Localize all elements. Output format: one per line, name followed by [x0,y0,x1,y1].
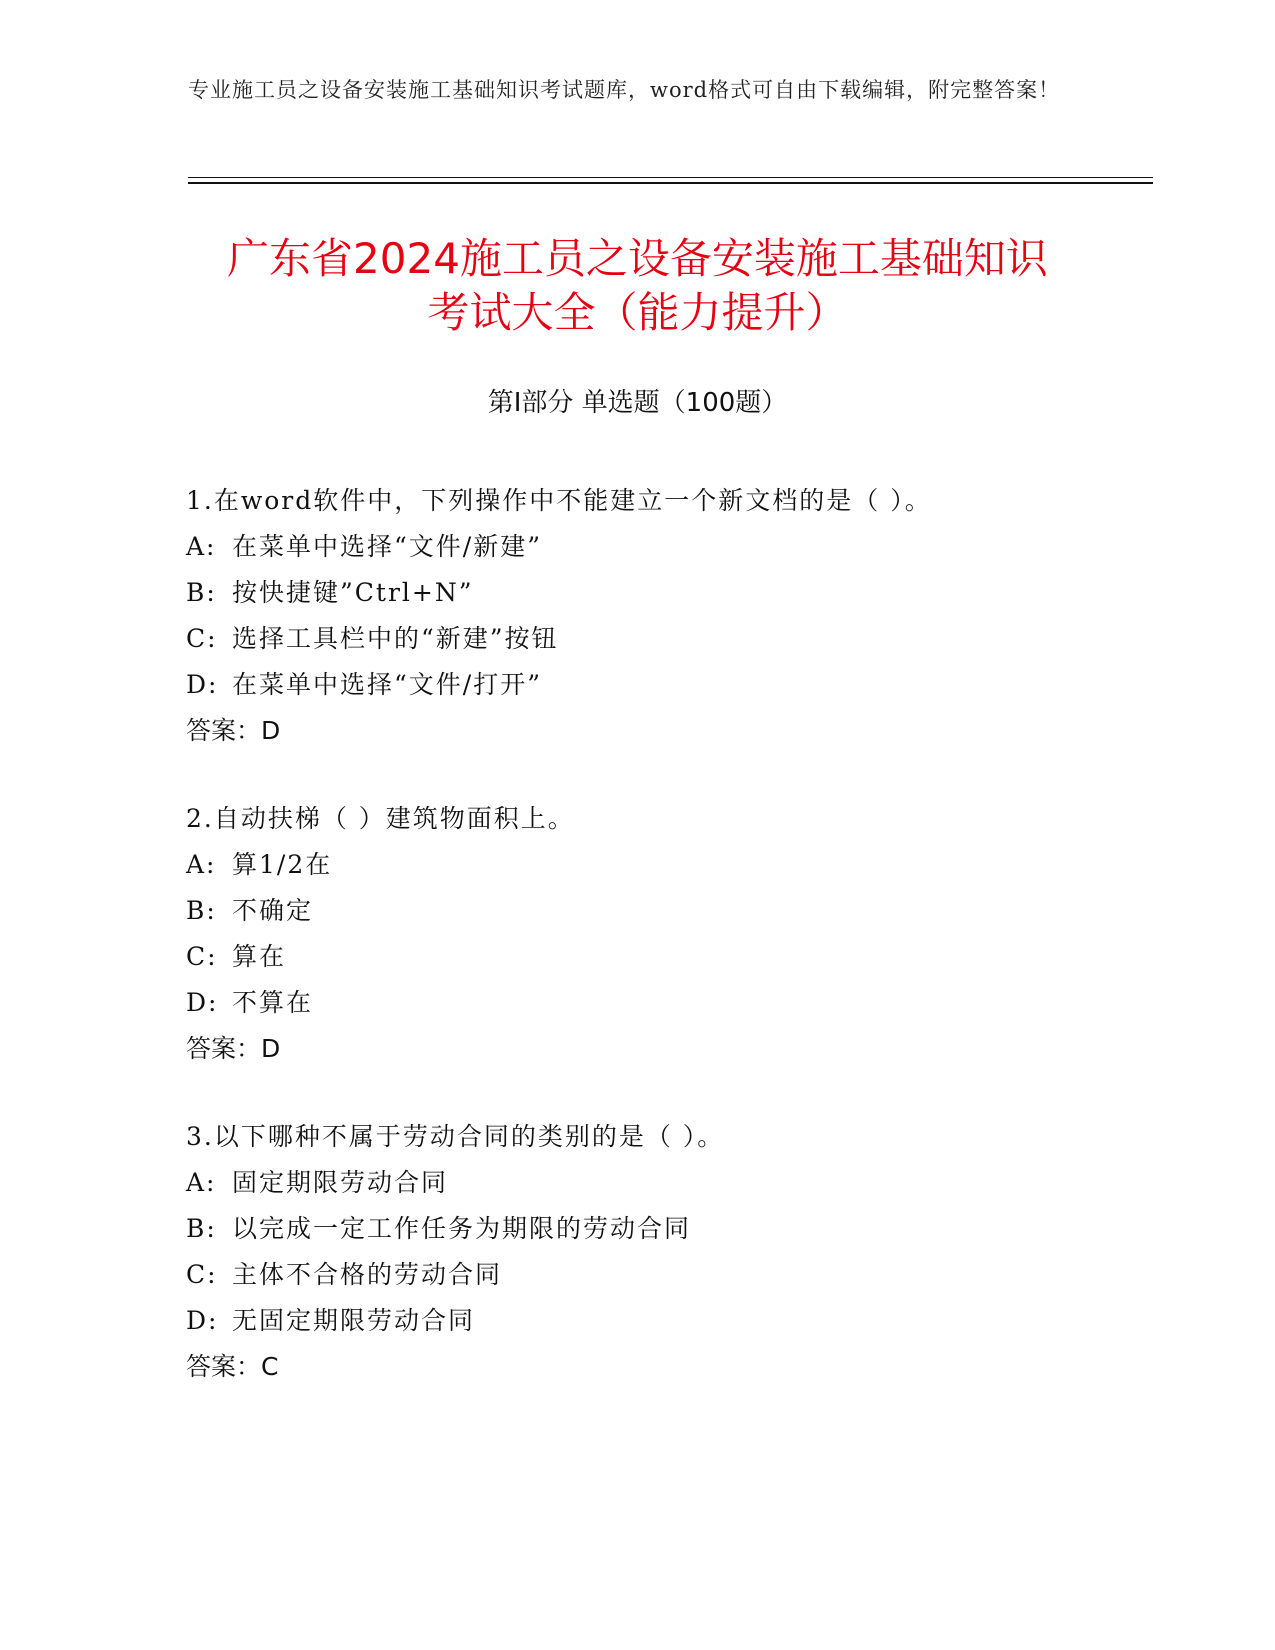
option-b [186,888,1146,934]
option-letter: C: [186,624,218,653]
question-3 [186,1114,1146,1390]
question-1 [186,478,1146,754]
question-2 [186,796,1146,1072]
document-title [150,232,1125,340]
option-c [186,1252,1146,1298]
title-line-2: 考试大全（能力提升） [427,288,848,337]
option-text: 不确定 [232,896,314,925]
option-letter: C: [186,1260,218,1289]
option-d [186,1298,1146,1344]
option-c [186,616,1146,662]
option-a [186,524,1146,570]
answer: 答案：C [186,1352,279,1381]
option-text: 以完成一定工作任务为期限的劳动合同 [232,1214,692,1243]
option-text: 不算在 [232,988,314,1017]
question-list [186,478,1146,1432]
header-divider-thick [188,182,1153,184]
option-text: 主体不合格的劳动合同 [232,1260,503,1289]
question-stem: 3.以下哪种不属于劳动合同的类别的是（ ）。 [186,1122,725,1151]
section-heading: 第Ⅰ部分 单选题（100题） [487,388,788,418]
option-letter: D: [186,1306,219,1335]
option-text: 固定期限劳动合同 [232,1168,449,1197]
header-divider-thin [188,177,1153,178]
option-text: 在菜单中选择“文件/打开” [232,670,542,699]
option-d [186,980,1146,1026]
option-text: 算在 [232,942,287,971]
title-line-1: 广东省2024施工员之设备安装施工基础知识 [227,234,1048,283]
option-text: 选择工具栏中的“新建”按钮 [232,624,559,653]
header-note: 专业施工员之设备安装施工基础知识考试题库，word格式可自由下载编辑，附完整答案！ [188,78,1061,102]
option-letter: D: [186,988,219,1017]
option-text: 算1/2在 [232,850,333,879]
option-b [186,1206,1146,1252]
option-b [186,570,1146,616]
option-a [186,1160,1146,1206]
option-letter: B: [186,578,217,607]
option-text: 按快捷键”Ctrl+N” [232,578,474,607]
option-d [186,662,1146,708]
question-stem: 2.自动扶梯（ ）建筑物面积上。 [186,804,575,833]
option-letter: A: [186,850,217,879]
option-text: 在菜单中选择“文件/新建” [232,532,542,561]
option-c [186,934,1146,980]
option-letter: C: [186,942,218,971]
option-letter: B: [186,896,217,925]
option-letter: B: [186,1214,217,1243]
option-letter: D: [186,670,219,699]
answer: 答案：D [186,1034,281,1063]
answer: 答案：D [186,716,281,745]
question-stem: 1.在word软件中，下列操作中不能建立一个新文档的是（ ）。 [186,486,932,515]
option-a [186,842,1146,888]
option-letter: A: [186,532,217,561]
option-letter: A: [186,1168,217,1197]
option-text: 无固定期限劳动合同 [232,1306,476,1335]
